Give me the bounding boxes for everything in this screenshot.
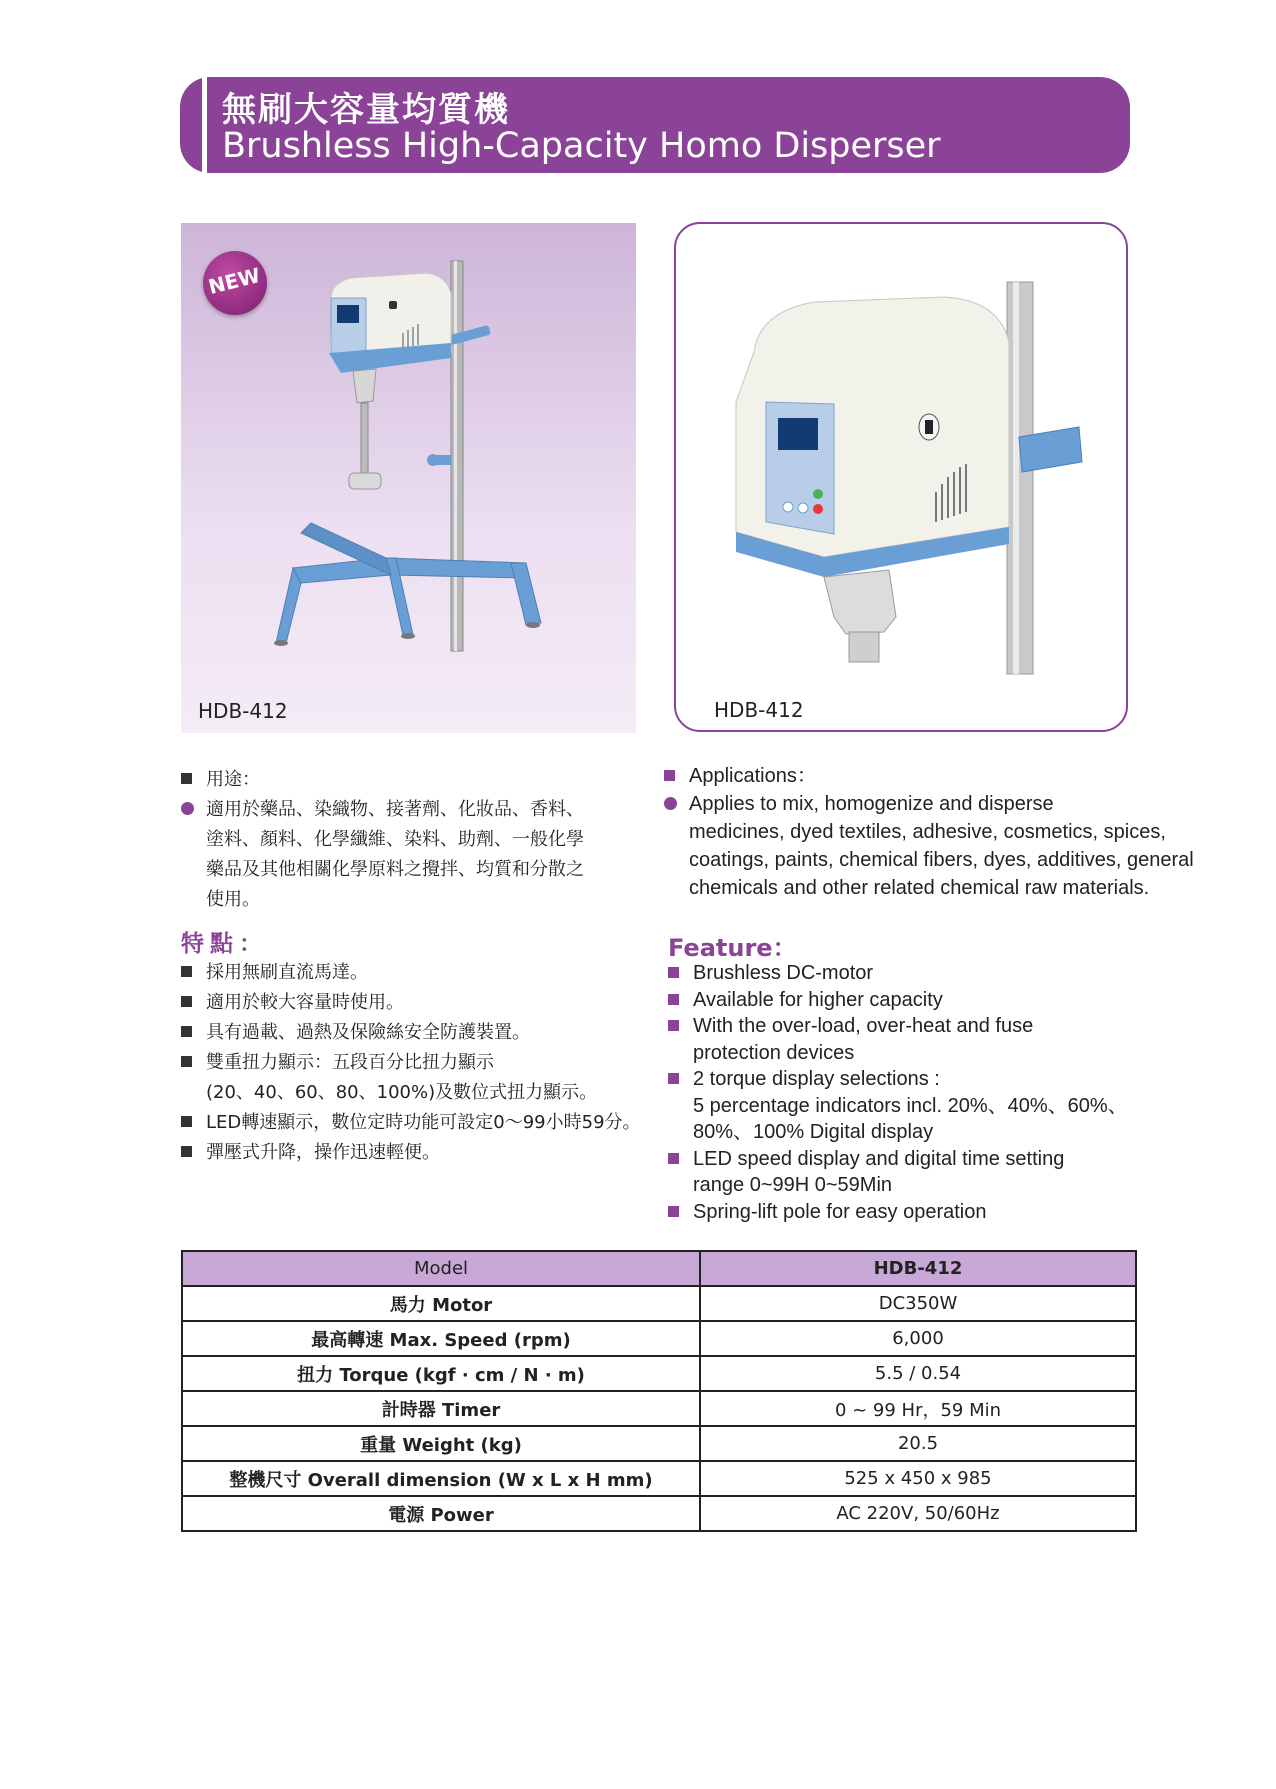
feature-zh-item: 適用於較大容量時使用。 [181, 988, 641, 1018]
feature-en-item-cont: range 0~99H 0~59Min [693, 1174, 893, 1196]
feature-zh-item: 採用無刷直流馬達。 [181, 958, 641, 988]
spec-row [182, 1461, 1136, 1496]
spec-label: 計時器 Timer [182, 1391, 700, 1426]
applications-en-line: chemicals and other related chemical raw materials. [689, 877, 1150, 899]
applications-en-line: coatings, paints, chemical fibers, dyes, additives, general [689, 849, 1194, 871]
features-en-list [668, 960, 1128, 1225]
spec-value: 6,000 [700, 1321, 1136, 1356]
features-zh-heading: 特點： [181, 931, 268, 957]
disperser-illustration [181, 223, 636, 733]
photo-caption-2: HDB-412 [714, 698, 804, 722]
applications-zh-line: 適用於藥品、染織物、接著劑、化妝品、香料、 [181, 795, 584, 825]
spec-label: 電源 Power [182, 1496, 700, 1531]
new-badge: NEW [203, 251, 267, 315]
spec-header-model: Model [182, 1251, 700, 1286]
spec-label: 馬力 Motor [182, 1286, 700, 1321]
banner-divider [202, 77, 207, 173]
spec-table-header [182, 1251, 1136, 1286]
feature-en-item: Brushless DC-motor [668, 960, 1128, 987]
feature-zh-item: 雙重扭力顯示：五段百分比扭力顯示 [181, 1048, 641, 1078]
applications-en-heading: Applications： [664, 762, 1194, 790]
applications-zh-line: 使用。 [206, 889, 260, 910]
feature-zh-item: 具有過載、過熱及保險絲安全防護裝置。 [181, 1018, 641, 1048]
photo-caption-1: HDB-412 [198, 699, 288, 723]
feature-en-item: 2 torque display selections : [668, 1066, 1128, 1093]
feature-en-item: LED speed display and digital time setting [668, 1146, 1128, 1173]
spec-row [182, 1286, 1136, 1321]
motor-head-illustration [674, 222, 1128, 732]
product-photo-closeup [674, 222, 1128, 732]
spec-label: 扭力 Torque (kgf · cm / N · m) [182, 1356, 700, 1391]
applications-en-line: medicines, dyed textiles, adhesive, cosmetics, spices, [689, 821, 1166, 843]
spec-value: 5.5 / 0.54 [700, 1356, 1136, 1391]
spec-value: 525 x 450 x 985 [700, 1461, 1136, 1496]
spec-header-value: HDB-412 [700, 1251, 1136, 1286]
feature-en-item: Available for higher capacity [668, 987, 1128, 1014]
feature-zh-item: 彈壓式升降，操作迅速輕便。 [181, 1138, 641, 1168]
spec-label: 重量 Weight (kg) [182, 1426, 700, 1461]
spec-row [182, 1356, 1136, 1391]
spec-row [182, 1496, 1136, 1531]
features-zh-list [181, 958, 641, 1168]
spec-value: 0 ~ 99 Hr，59 Min [700, 1391, 1136, 1426]
applications-zh-line: 藥品及其他相關化學原料之攪拌、均質和分散之 [206, 859, 584, 880]
spec-table [181, 1250, 1137, 1532]
applications-en [664, 762, 1194, 902]
spec-label: 最高轉速 Max. Speed (rpm) [182, 1321, 700, 1356]
spec-row [182, 1426, 1136, 1461]
feature-en-item-cont: 5 percentage indicators incl. 20%、40%、60%、 [693, 1094, 1128, 1117]
applications-en-line: Applies to mix, homogenize and disperse [664, 790, 1194, 818]
feature-en-item-cont: protection devices [693, 1041, 855, 1064]
spec-value: AC 220V, 50/60Hz [700, 1496, 1136, 1531]
feature-zh-item: LED轉速顯示，數位定時功能可設定0～99小時59分。 [181, 1108, 641, 1138]
spec-value: 20.5 [700, 1426, 1136, 1461]
spec-row [182, 1391, 1136, 1426]
product-photo-full [181, 223, 636, 733]
title-en: Brushless High-Capacity Homo Disperser [222, 126, 941, 166]
feature-zh-item-cont: (20、40、60、80、100%)及數位式扭力顯示。 [206, 1082, 598, 1103]
spec-row [182, 1321, 1136, 1356]
applications-zh-heading: 用途： [181, 765, 584, 795]
applications-zh [181, 765, 584, 915]
feature-en-item: With the over-load, over-heat and fuse [668, 1013, 1128, 1040]
title-zh: 無刷大容量均質機 [222, 90, 510, 130]
spec-value: DC350W [700, 1286, 1136, 1321]
features-en-heading: Feature： [668, 934, 797, 962]
feature-en-item-cont: 80%、100% Digital display [693, 1121, 934, 1143]
applications-zh-line: 塗料、顏料、化學纖維、染料、助劑、一般化學 [206, 829, 584, 850]
spec-label: 整機尺寸 Overall dimension (W x L x H mm) [182, 1461, 700, 1496]
feature-en-item: Spring-lift pole for easy operation [668, 1199, 1128, 1226]
